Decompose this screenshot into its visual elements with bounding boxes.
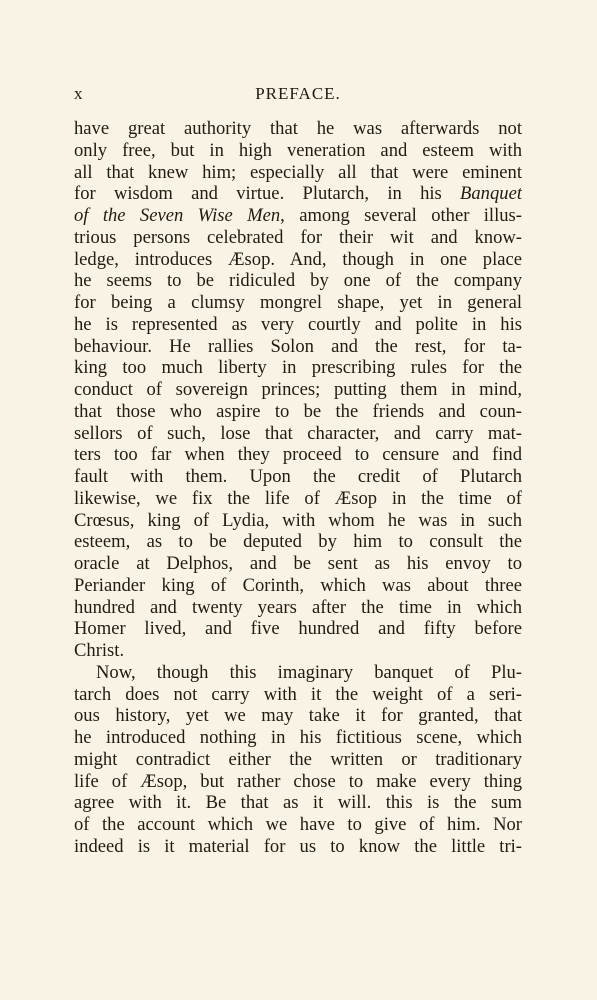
text-line bbox=[74, 466, 522, 488]
text-line bbox=[74, 183, 522, 205]
line-text: ous history, yet we may take it for granted, that bbox=[74, 705, 522, 727]
italic-title: of the Seven Wise Men bbox=[74, 205, 281, 226]
line-text-continued: , among several other illus- bbox=[280, 205, 522, 226]
line-text: king too much liberty in prescribing rules for the bbox=[74, 357, 522, 379]
text-line bbox=[74, 553, 522, 575]
text-line bbox=[74, 314, 522, 336]
line-text: of the account which we have to give of him. Nor bbox=[74, 814, 522, 835]
text-line bbox=[74, 270, 522, 292]
line-text: for being a clumsy mongrel shape, yet in general bbox=[74, 292, 522, 313]
text-line bbox=[74, 140, 522, 162]
text-line bbox=[74, 444, 522, 466]
line-text: ters too far when they proceed to censure and find bbox=[74, 444, 522, 466]
line-text: conduct of sovereign princes; putting them in mind, bbox=[74, 379, 522, 400]
text-line bbox=[74, 662, 522, 684]
line-text: he seems to be ridiculed by one of the company bbox=[74, 270, 522, 292]
text-line bbox=[74, 684, 522, 706]
text-line bbox=[74, 749, 522, 771]
text-line bbox=[74, 292, 522, 314]
line-text: hundred and twenty years after the time in which bbox=[74, 596, 522, 618]
text-line bbox=[74, 575, 522, 597]
line-text: that those who aspire to be the friends and coun- bbox=[74, 400, 522, 422]
text-line bbox=[74, 488, 522, 510]
body-text bbox=[74, 118, 522, 858]
line-text: Christ. bbox=[74, 640, 125, 661]
text-line bbox=[74, 357, 522, 379]
line-text: Now, though this imaginary banquet of Plu- bbox=[96, 661, 522, 683]
line-text: agree with it. Be that as it will. this is the sum bbox=[74, 792, 522, 814]
line-text: life of Æsop, but rather chose to make every thing bbox=[74, 770, 522, 792]
line-text: he is represented as very courtly and polite in his bbox=[74, 313, 522, 335]
line-text: fault with them. Upon the credit of Plutarch bbox=[74, 466, 522, 487]
text-line bbox=[74, 640, 522, 662]
text-line bbox=[74, 727, 522, 749]
line-text: likewise, we fix the life of Æsop in the time of bbox=[74, 487, 522, 509]
italic-title: Banquet bbox=[460, 183, 522, 205]
text-line bbox=[74, 379, 522, 401]
line-text: sellors of such, lose that character, and carry mat- bbox=[74, 422, 522, 444]
line-text: Periander king of Corinth, which was about three bbox=[74, 574, 522, 596]
text-line bbox=[74, 705, 522, 727]
line-text: oracle at Delphos, and be sent as his envoy to bbox=[74, 553, 522, 574]
text-line bbox=[74, 510, 522, 532]
text-line bbox=[74, 771, 522, 793]
text-line bbox=[74, 205, 522, 227]
line-text: all that knew him; especially all that were eminent bbox=[74, 161, 522, 183]
line-text: only free, but in high veneration and esteem with bbox=[74, 139, 522, 161]
text-line bbox=[74, 618, 522, 640]
line-text: for wisdom and virtue. Plutarch, in his bbox=[74, 183, 461, 205]
line-text: have great authority that he was afterwards not bbox=[74, 118, 522, 139]
line-text: he introduced nothing in his fictitious scene, which bbox=[74, 727, 522, 748]
line-text: esteem, as to be deputed by him to consult the bbox=[74, 531, 522, 553]
text-line bbox=[74, 792, 522, 814]
line-text: Homer lived, and five hundred and fifty before bbox=[74, 618, 522, 640]
line-text: might contradict either the written or traditionary bbox=[74, 748, 522, 770]
line-text: behaviour. He rallies Solon and the rest, for ta- bbox=[74, 335, 522, 357]
line-text: Crœsus, king of Lydia, with whom he was in such bbox=[74, 509, 522, 531]
text-line bbox=[74, 401, 522, 423]
line-text: trious persons celebrated for their wit and know- bbox=[74, 226, 522, 248]
line-text: tarch does not carry with it the weight of a seri- bbox=[74, 683, 522, 705]
line-text: ledge, introduces Æsop. And, though in one place bbox=[74, 248, 522, 270]
text-line bbox=[74, 423, 522, 445]
running-head bbox=[74, 84, 522, 108]
text-line bbox=[74, 836, 522, 858]
text-line bbox=[74, 249, 522, 271]
text-line bbox=[74, 531, 522, 553]
text-line bbox=[74, 336, 522, 358]
line-text: indeed is it material for us to know the little tri- bbox=[74, 835, 522, 857]
text-line bbox=[74, 597, 522, 619]
text-line bbox=[74, 814, 522, 836]
text-line bbox=[74, 118, 522, 140]
running-title: PREFACE. bbox=[255, 84, 341, 103]
text-line bbox=[74, 162, 522, 184]
page-number: x bbox=[74, 84, 83, 103]
text-line bbox=[74, 227, 522, 249]
